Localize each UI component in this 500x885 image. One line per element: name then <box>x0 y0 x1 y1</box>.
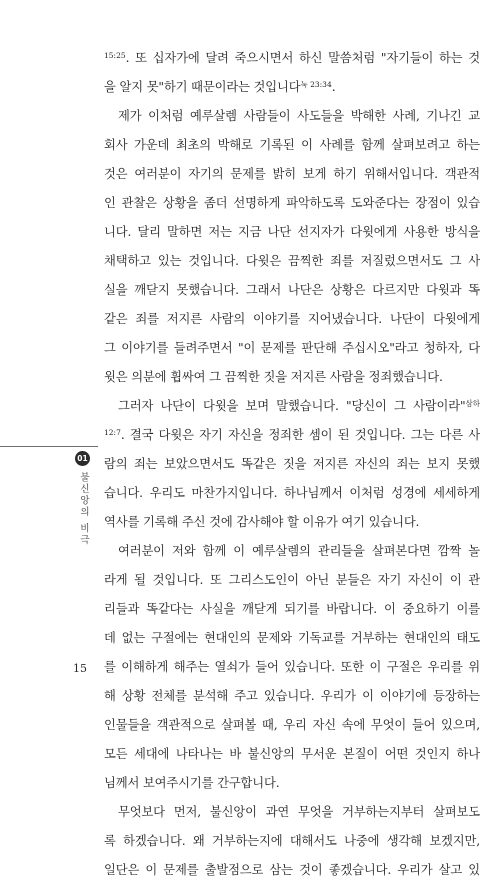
line-text: 록 하겠습니다. 왜 거부하는지에 대해서도 나중에 생각해 보겠지만, <box>104 834 480 848</box>
line-text: 를 이해하게 해주는 열쇠가 들어 있습니다. 또한 이 구절은 우리를 위 <box>104 660 480 674</box>
text-line <box>104 276 480 305</box>
line-text: 습니다. 우리도 마찬가지입니다. 하나님께서 이처럼 성경에 세세하게 <box>104 486 480 500</box>
scripture-reference: 삼하 <box>465 399 480 408</box>
text-line <box>104 479 480 508</box>
line-text: 님께서 보여주시기를 간구합니다. <box>104 776 280 790</box>
text-line <box>104 44 480 73</box>
line-text: 일단은 이 문제를 출발점으로 삼는 것이 좋겠습니다. 우리가 살고 있 <box>104 863 480 877</box>
line-text: 윗은 의분에 휩싸여 그 끔찍한 짓을 저지른 사람을 정죄했습니다. <box>104 370 443 384</box>
body-text <box>104 44 480 885</box>
text-line <box>104 421 480 450</box>
text-line <box>104 740 480 769</box>
line-text: 같은 죄를 저지른 사람의 이야기를 지어냈습니다. 나단이 다윗에게 <box>104 312 480 326</box>
line-text: 역사를 기록해 주신 것에 감사해야 할 이유가 여기 있습니다. <box>104 515 420 529</box>
line-text: 모든 세대에 나타나는 바 불신앙의 무서운 본질이 어떤 것인지 하나 <box>104 747 480 761</box>
text-line <box>104 160 480 189</box>
text-line <box>104 392 480 421</box>
line-text: 것은 여러분이 자기의 문제를 밝히 보게 하기 위해서입니다. 객관적 <box>104 167 480 181</box>
text-line <box>104 566 480 595</box>
text-line <box>104 218 480 247</box>
line-text: 해 상황 전체를 분석해 주고 있습니다. 우리가 이 이야기에 등장하는 <box>104 689 480 703</box>
line-text: 라게 될 것입니다. 또 그리스도인이 아닌 분들은 자기 자신이 이 관 <box>104 573 480 587</box>
line-text: 회사 가운데 최초의 박해로 기록된 이 사례를 함께 살펴보려고 하는 <box>104 138 480 152</box>
line-text: . <box>331 80 336 94</box>
line-text: 채택하고 있는 것입니다. 다윗은 끔찍한 죄를 저질렀으면서도 그 사 <box>104 254 480 268</box>
line-text: 여러분이 저와 함께 이 예루살렘의 관리들을 살펴본다면 깜짝 놀 <box>118 544 480 558</box>
text-line <box>104 711 480 740</box>
line-text: 니다. 달리 말하면 저는 지금 나단 선지자가 다윗에게 사용한 방식을 <box>104 225 480 239</box>
text-line <box>104 537 480 566</box>
line-text: 인 관찰은 상황을 좀더 선명하게 파악하도록 도와준다는 장점이 있습 <box>104 196 480 210</box>
text-line <box>104 189 480 218</box>
text-line <box>104 769 480 798</box>
text-line <box>104 653 480 682</box>
page-number: 15 <box>73 662 87 675</box>
side-divider-line <box>0 446 98 447</box>
line-text: 실을 깨닫지 못했습니다. 그래서 나단은 상황은 다르지만 다윗과 똑 <box>104 283 480 297</box>
text-line <box>104 131 480 160</box>
line-text: 을 알지 못"하기 때문이라는 것입니다 <box>104 80 301 94</box>
text-line <box>104 798 480 827</box>
text-line <box>104 334 480 363</box>
line-text: . 결국 다윗은 자기 자신을 정죄한 셈이 된 것입니다. 그는 다른 사 <box>120 428 480 442</box>
text-line <box>104 247 480 276</box>
text-line <box>104 305 480 334</box>
text-line <box>104 363 480 392</box>
line-text: 무엇보다 먼저, 불신앙이 과연 무엇을 거부하는지부터 살펴보도 <box>118 805 480 819</box>
scripture-reference: 15:25 <box>104 51 126 60</box>
scripture-reference: 12:7 <box>104 428 121 437</box>
text-line <box>104 102 480 131</box>
line-text: 데 없는 구절에는 현대인의 문제와 기독교를 거부하는 현대인의 태도 <box>104 631 480 645</box>
line-text: 리들과 똑같다는 사실을 깨닫게 되기를 바랍니다. 이 중요하기 이를 <box>104 602 480 616</box>
text-line <box>104 508 480 537</box>
line-text: 그러자 나단이 다윗을 보며 말했습니다. "당신이 그 사람이라" <box>118 399 466 413</box>
text-line <box>104 682 480 711</box>
text-line <box>104 827 480 856</box>
line-text: . 또 십자가에 달려 죽으시면서 하신 말씀처럼 "자기들이 하는 것 <box>125 51 480 65</box>
line-text: 인물들을 객관적으로 살펴볼 때, 우리 자신 속에 무엇이 들어 있으며, <box>104 718 480 732</box>
line-text: 람의 죄는 보았으면서도 똑같은 짓을 저지른 자신의 죄는 보지 못했 <box>104 457 480 471</box>
running-chapter-title: 불신앙의 비극 <box>78 472 89 547</box>
text-line <box>104 450 480 479</box>
text-line <box>104 73 480 102</box>
text-line <box>104 595 480 624</box>
text-line <box>104 624 480 653</box>
chapter-number-badge: 01 <box>75 451 90 466</box>
scripture-reference: 눅 23:34 <box>300 80 332 89</box>
text-line <box>104 856 480 885</box>
line-text: 제가 이처럼 예루살렘 사람들이 사도들을 박해한 사례, 기나긴 교 <box>118 109 480 123</box>
line-text: 그 이야기를 들려주면서 "이 문제를 판단해 주십시오"라고 청하자, 다 <box>104 341 480 355</box>
